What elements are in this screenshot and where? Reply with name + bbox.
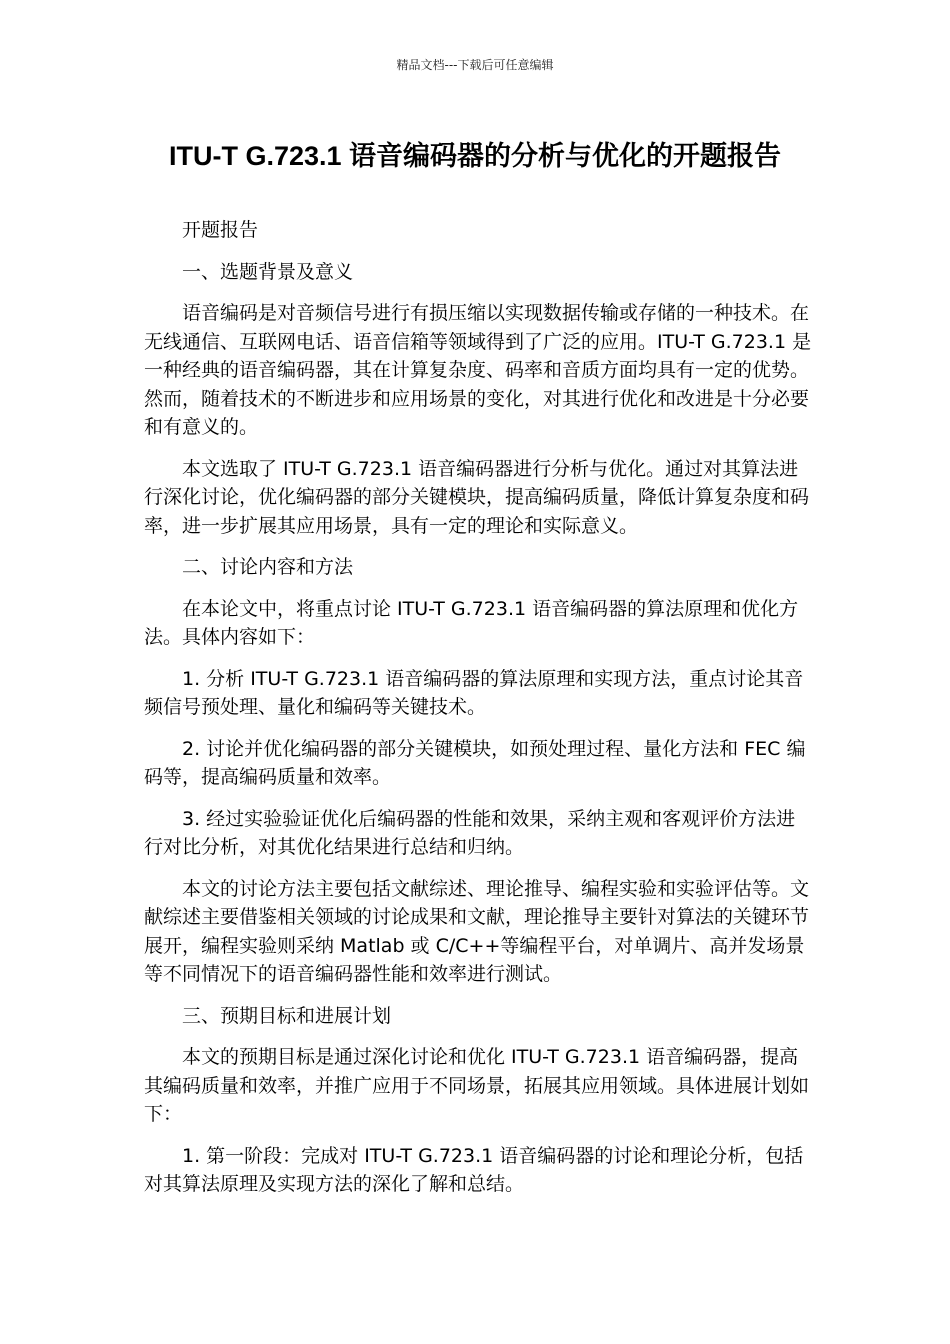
list-item-1: 1. 分析 ITU-T G.723.1 语音编码器的算法原理和实现方法，重点讨论其音频信号预处理、量化和编码等关键技术。 — [144, 667, 804, 718]
document-body — [144, 216, 812, 1212]
paragraph-background: 语音编码是对音频信号进行有损压缩以实现数据传输或存储的一种技术。在无线通信、互联网电话、语音信箱等领域得到了广泛的应用。ITU-T G.723.1 是一种经典的语音编码器，其在计算复杂度、码率和音质方面均具有一定的优势。然而，随着技术的不断进步和应用场景的变化，对其进行优化和改进是十分必要和有意义的。 — [144, 302, 812, 438]
document-title: ITU-T G.723.1 语音编码器的分析与优化的开题报告 — [168, 141, 782, 171]
section-heading-goals: 三、预期目标和进展计划 — [182, 1004, 392, 1027]
section-label-report: 开题报告 — [182, 219, 259, 241]
paragraph-research-methods: 本文的讨论方法主要包括文献综述、理论推导、编程实验和实验评估等。文献综述主要借鉴相关领域的讨论成果和文献，理论推导主要针对算法的关键环节展开，编程实验则采纳 Matlab 或 C/C++等编程平台，对单调片、高并发场景等不同情况下的语音编码器性能和效率进行测试。 — [144, 877, 810, 985]
list-item-2: 2. 讨论并优化编码器的部分关键模块，如预处理过程、量化方法和 FEC 编码等，提高编码质量和效率。 — [144, 737, 806, 788]
plan-item-1: 1. 第一阶段：完成对 ITU-T G.723.1 语音编码器的讨论和理论分析，包括对其算法原理及实现方法的深化了解和总结。 — [144, 1144, 804, 1195]
list-item-3: 3. 经过实验验证优化后编码器的性能和效果，采纳主观和客观评价方法进行对比分析，对其优化结果进行总结和归纳。 — [144, 807, 796, 858]
paragraph-goals: 本文的预期目标是通过深化讨论和优化 ITU-T G.723.1 语音编码器，提高其编码质量和效率，并推广应用于不同场景，拓展其应用领域。具体进展计划如下： — [144, 1046, 810, 1125]
paragraph-methods-intro: 在本论文中，将重点讨论 ITU-T G.723.1 语音编码器的算法原理和优化方法。具体内容如下： — [144, 597, 799, 648]
paragraph-purpose: 本文选取了 ITU-T G.723.1 语音编码器进行分析与优化。通过对其算法进行深化讨论，优化编码器的部分关键模块，提高编码质量，降低计算复杂度和码率，进一步扩展其应用场景，具有一定的理论和实际意义。 — [144, 457, 810, 537]
section-heading-background: 一、选题背景及意义 — [182, 260, 354, 283]
section-heading-methods: 二、讨论内容和方法 — [182, 556, 354, 578]
header-note: 精品文档---下载后可任意编辑 — [396, 58, 554, 72]
